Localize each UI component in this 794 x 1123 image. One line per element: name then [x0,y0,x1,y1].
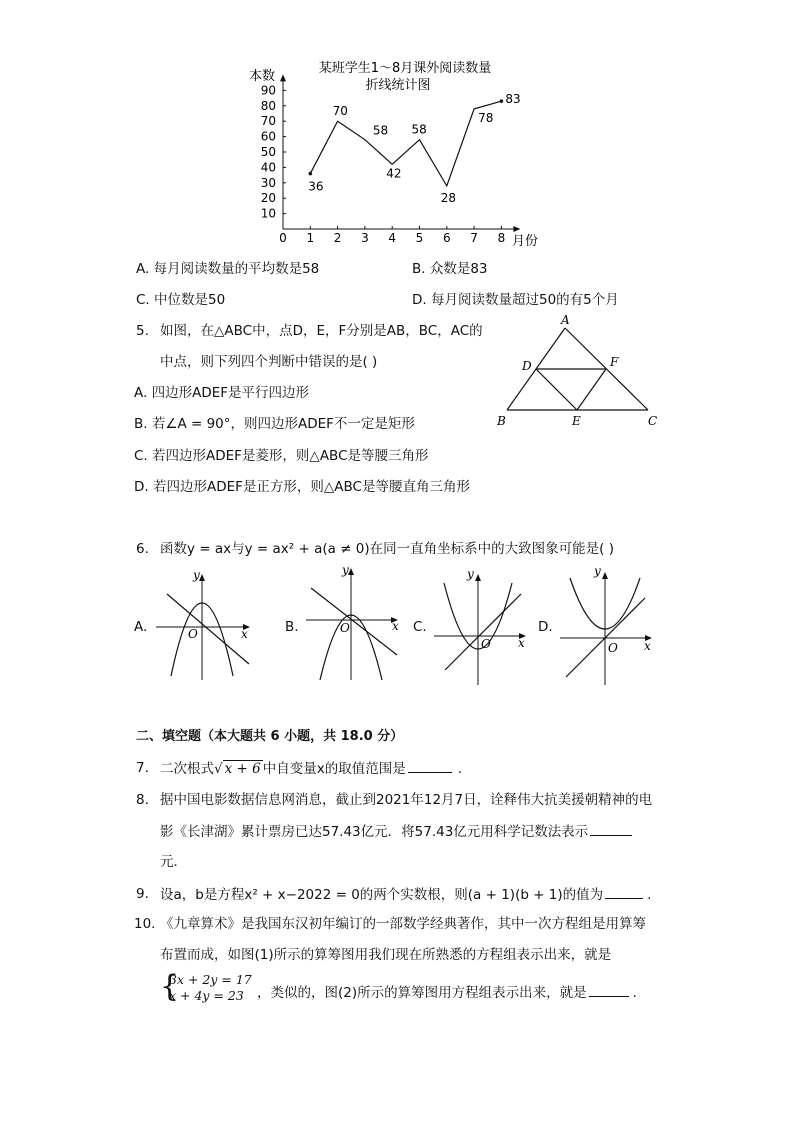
linear-line [167,594,249,664]
chart-x-tick-label: 5 [415,231,424,245]
chart-title-line2: 折线统计图 [365,78,431,93]
q5-option-a: A. 四边形ADEF是平行四边形 [134,385,310,401]
triangle-figure [490,305,670,435]
q9-text: 设a，b是方程x² + x−2022 = 0的两个实数根，则(a + 1)(b + 1)的值为 [160,887,604,903]
chart-x-tick-label: 6 [442,231,451,245]
chart-y-label: 本数 [249,69,276,84]
q5-option-d: D. 若四边形ADEF是正方形，则△ABC是等腰直角三角形 [134,479,470,495]
answer-blank[interactable] [408,759,452,773]
q10-number: 10. [134,916,156,932]
q7-number: 7. [136,760,149,776]
equation-system [160,969,255,1006]
chart-data-label: 36 [308,179,324,194]
linear-line [445,594,521,670]
axis-label-y: y [467,567,474,581]
axis-label-x: x [392,619,399,633]
origin-label: O [481,637,491,651]
chart-x-tick-label: 7 [470,231,478,245]
q6-graph-b [300,560,412,687]
y-arrow-icon [475,574,481,581]
chart-y-arrow-icon [280,74,286,81]
q10-line1: 《九章算术》是我国东汉初年编订的一部数学经典著作，其中一次方程组是用算筹 [160,916,646,932]
y-arrow-icon [348,568,354,575]
chart-x-tick-label: 3 [361,231,369,245]
q9-question [160,885,651,904]
q8-line3: 元． [160,854,187,870]
q7-radicand: x + 6 [224,761,261,777]
q10-line3 [257,983,637,1002]
q6-graph-c-label: C. [413,619,427,635]
q5-option-b: B. 若∠A = 90°，则四边形ADEF不一定是矩形 [134,416,415,432]
q5-stem-line1: 如图，在△ABC中，点D，E，F分别是AB，BC，AC的 [160,323,483,339]
chart-data-label: 58 [372,123,389,138]
segment-ef [577,369,606,410]
q8-line2 [160,822,632,841]
q4-option-c: C. 中位数是50 [136,292,226,308]
chart-x-label: 月份 [512,234,539,249]
point-label-a: A [561,313,570,327]
chart-y-tick-label: 90 [260,83,276,98]
q6-graph-a [150,565,262,687]
chart-y-tick-label: 60 [260,129,276,144]
q7-text-b: 中自变量x的取值范围是 [262,761,406,777]
chart-data-label: 58 [411,122,427,137]
q4-option-b: B. 众数是83 [412,261,488,277]
axis-label-x: x [644,639,651,653]
q6-stem: 函数y = ax与y = ax² + a(a ≠ 0)在同一直角坐标系中的大致图象可能是( ) [160,541,614,557]
chart-x-tick-label: 8 [497,231,506,245]
point-label-e: E [572,414,581,428]
q7-text-a: 二次根式 [160,761,214,777]
chart-x-arrow-icon [513,226,520,232]
q6-graph-d [555,560,665,687]
q6-graph-d-label: D. [538,619,553,635]
point-label-d: D [522,359,532,373]
q8-number: 8. [136,792,149,808]
q7-question [160,759,462,778]
chart-y-tick-label: 30 [260,175,276,190]
system-eq2: x + 4y = 23 [169,988,244,1003]
chart-data-label: 28 [440,190,457,205]
chart-y-tick-label: 10 [260,206,276,221]
system-brace: { [160,969,180,1004]
answer-blank[interactable] [605,885,643,899]
chart-data-point [309,172,313,176]
chart-x-tick-label: 1 [306,231,315,245]
q6-number: 6. [136,541,149,557]
chart-x-tick-label: 0 [279,231,287,245]
chart-y-tick-label: 70 [260,114,276,129]
axis-label-x: x [518,636,525,650]
chart-data-label: 78 [478,110,494,125]
sqrt-sign: √ [214,761,223,777]
chart-title-line1: 某班学生1～8月课外阅读数量 [318,61,492,76]
point-label-b: B [497,414,506,428]
reading-line-chart [240,55,550,250]
origin-label: O [340,621,350,635]
q6-graph-c [428,560,540,687]
y-arrow-icon [199,574,205,581]
answer-blank[interactable] [589,983,629,997]
chart-x-tick-label: 4 [388,231,397,245]
chart-y-tick-label: 50 [260,145,276,159]
axis-label-y: y [594,564,601,578]
axis-label-x: x [241,627,248,641]
q4-option-d: D. 每月阅读数量超过50的有5个月 [412,292,619,308]
q6-graph-b-label: B. [285,619,299,635]
chart-data-label: 42 [386,166,402,181]
segment-de [536,369,577,410]
chart-data-label: 70 [332,104,348,119]
point-label-f: F [610,355,619,369]
answer-blank[interactable] [590,822,632,836]
axis-label-y: y [193,568,200,582]
y-arrow-icon [602,572,608,579]
q8-line1: 据中国电影数据信息网消息，截止到2021年12月7日，诠释伟大抗美援朝精神的电 [160,792,653,808]
q7-tail: . [457,761,463,777]
q8-line2-text: 影《长津湖》累计票房已达57.43亿元．将57.43亿元用科学记数法表示 [160,824,589,840]
axis-label-y: y [342,563,349,577]
section-2-title: 二、填空题（本大题共 6 小题，共 18.0 分） [136,729,404,744]
q9-number: 9. [136,886,149,902]
origin-label: O [608,641,618,655]
chart-y-tick-label: 40 [260,160,276,175]
chart-data-label: 83 [505,92,521,107]
q5-number: 5. [136,323,149,339]
q10-line2: 布置而成，如图(1)所示的算筹图用我们现在所熟悉的方程组表示出来，就是 [160,947,612,963]
q9-tail: . [647,887,652,903]
chart-data-point [500,99,504,103]
q10-tail: . [632,985,637,1001]
point-label-c: C [648,414,658,428]
origin-label: O [188,627,198,641]
q6-graph-a-label: A. [134,619,148,635]
chart-x-tick-label: 2 [333,231,342,245]
q4-option-a: A. 每月阅读数量的平均数是58 [136,261,320,277]
linear-line [311,588,397,655]
q5-option-c: C. 若四边形ADEF是菱形，则△ABC是等腰三角形 [134,448,429,464]
q5-stem-line2: 中点，则下列四个判断中错误的是( ) [160,354,378,370]
chart-y-tick-label: 20 [260,191,276,206]
chart-y-tick-label: 80 [260,98,276,113]
system-eq1: 3x + 2y = 17 [169,972,252,987]
q10-line3-text: ，类似的，图(2)所示的算筹图用方程组表示出来，就是 [257,985,587,1001]
